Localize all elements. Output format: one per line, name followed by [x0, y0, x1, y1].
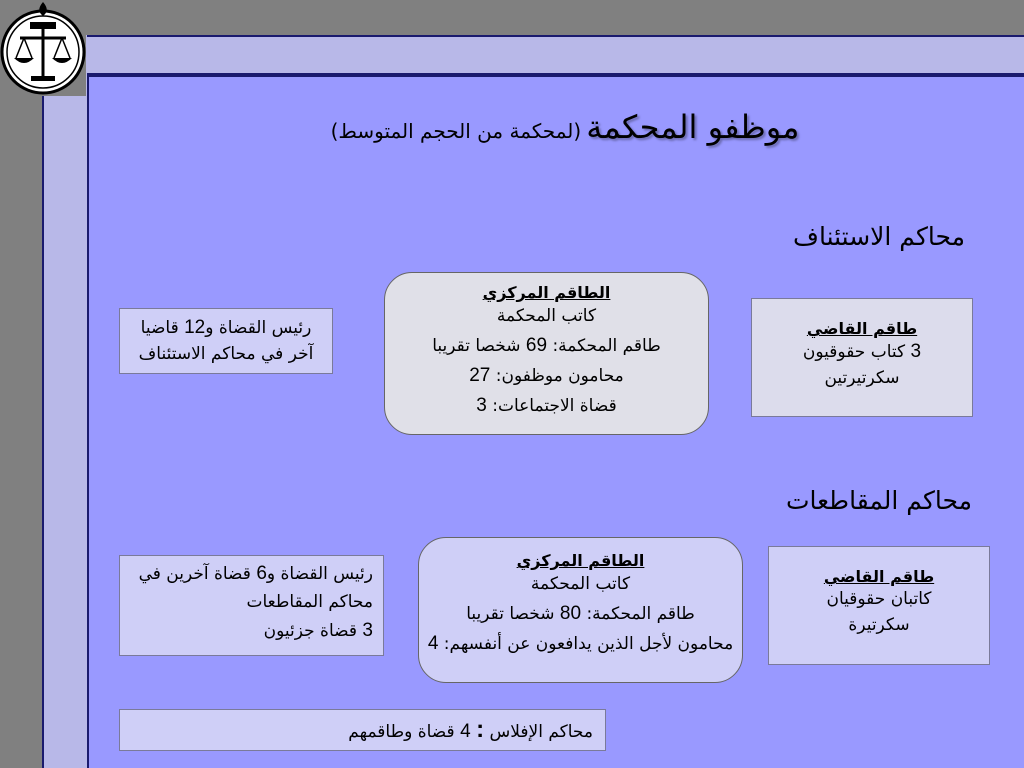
bankruptcy-courts-line: محاكم الإفلاس : 4 قضاة وطاقمهم [348, 716, 593, 743]
district-central-staff-line3: محامون لأجل الذين يدافعون عن أنفسهم: 4 [427, 633, 734, 654]
district-judge-staff-line1: كاتبان حقوقيان [826, 589, 932, 609]
bankruptcy-courts-box [119, 709, 606, 751]
appeal-central-staff-line1: كاتب المحكمة [496, 306, 597, 326]
district-judges-line3: 3 قضاة جزئيون [263, 620, 373, 641]
appeal-judge-staff-line2: سكرتيرتين [824, 368, 900, 388]
scales-of-justice-logo [0, 0, 86, 96]
title-sub: (لمحكمة من الحجم المتوسط) [330, 119, 582, 143]
appeal-central-staff-line2: طاقم المحكمة: 69 شخصا تقريبا [432, 335, 661, 356]
appeal-central-staff-line4: قضاة الاجتماعات: 3 [476, 395, 617, 416]
district-judges-line1: رئيس القضاة و6 قضاة آخرين في [138, 563, 373, 584]
appeal-judge-staff-title: طاقم القاضي [806, 319, 918, 338]
district-central-staff-title: الطاقم المركزي [516, 551, 645, 570]
page-title [300, 108, 830, 146]
district-judges-box [119, 555, 384, 656]
appeal-judge-staff-box [751, 298, 973, 417]
appeal-judges-box [119, 308, 333, 374]
district-judge-staff-title: طاقم القاضي [823, 567, 935, 586]
district-judge-staff-line2: سكرتيرة [848, 615, 910, 635]
district-central-staff-box [418, 537, 743, 683]
appeal-judge-staff-line1: 3 كتاب حقوقيون [802, 341, 922, 362]
district-central-staff-line2: طاقم المحكمة: 80 شخصا تقريبا [466, 603, 695, 624]
title-main: موظفو المحكمة [586, 108, 800, 146]
appeal-courts-heading: محاكم الاستئناف [793, 222, 965, 251]
appeal-central-staff-box [384, 272, 709, 435]
district-courts-heading: محاكم المقاطعات [785, 486, 972, 515]
top-band [85, 35, 1024, 75]
appeal-central-staff-title: الطاقم المركزي [482, 283, 611, 302]
left-band [42, 35, 87, 768]
appeal-judges-line1: رئيس القضاة و12 قاضيا [140, 317, 312, 338]
district-central-staff-line1: كاتب المحكمة [530, 574, 631, 594]
appeal-central-staff-line3: محامون موظفون: 27 [469, 365, 624, 386]
appeal-judges-line2: آخر في محاكم الاستئناف [138, 344, 314, 364]
district-judges-line2: محاكم المقاطعات [246, 592, 373, 612]
district-judge-staff-box [768, 546, 990, 665]
